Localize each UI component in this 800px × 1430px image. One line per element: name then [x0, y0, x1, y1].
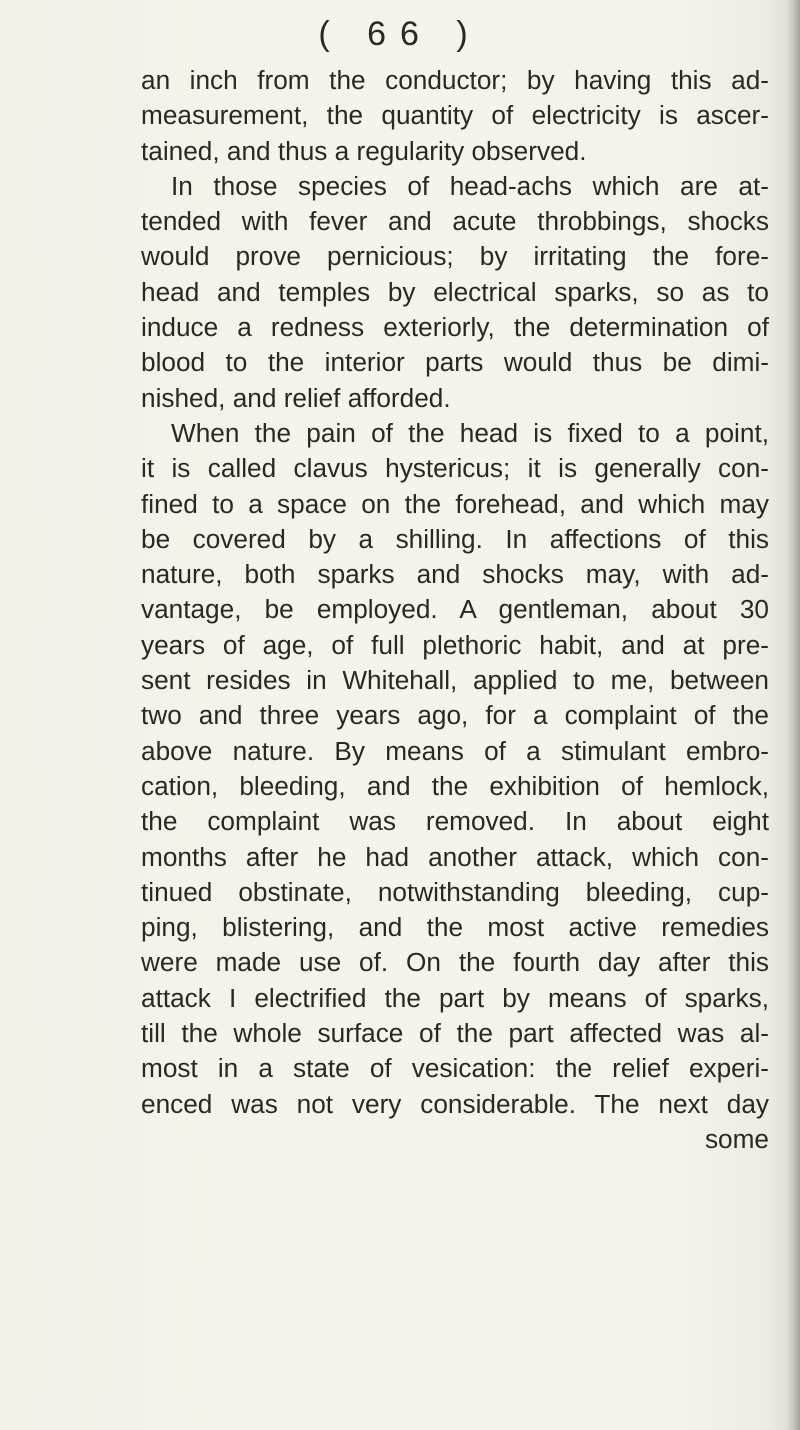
text-line: fined to a space on the forehead, and which may — [141, 488, 769, 519]
catchword: some — [704, 1123, 769, 1154]
text-line: measurement, the quantity of electricity is ascer- — [141, 100, 769, 131]
text-line: cation, bleeding, and the exhibition of hemlock, — [141, 770, 769, 801]
page-number: ( 66 ) — [318, 15, 482, 53]
body-text — [141, 63, 769, 1157]
text-line: years of age, of full plethoric habit, and at pre- — [141, 629, 769, 660]
text-line: an inch from the conductor; by having this ad- — [141, 65, 769, 95]
text-line: tended with fever and acute throbbings, shocks — [141, 206, 769, 237]
text-line: tained, and thus a regularity observed. — [141, 135, 587, 166]
text-line: would prove pernicious; by irritating the fore- — [141, 241, 769, 272]
page-edge-shadow — [786, 0, 800, 1430]
text-line: above nature. By means of a stimulant embro- — [141, 735, 769, 766]
text-line: ping, blistering, and the most active remedies — [141, 912, 769, 943]
text-line: sent resides in Whitehall, applied to me, between — [141, 665, 769, 696]
text-line: In those species of head-achs which are at- — [171, 170, 769, 201]
text-line: were made use of. On the fourth day after this — [141, 947, 769, 978]
text-line: vantage, be employed. A gentleman, about 30 — [141, 594, 769, 625]
text-line: blood to the interior parts would thus be dimi- — [141, 347, 769, 378]
text-line: tinued obstinate, notwithstanding bleeding, cup- — [141, 876, 769, 907]
text-line: nished, and relief afforded. — [141, 382, 451, 413]
text-line: enced was not very considerable. The next day — [141, 1088, 769, 1119]
text-line: months after he had another attack, which con- — [141, 841, 769, 872]
text-line: till the whole surface of the part affected was al- — [141, 1018, 769, 1049]
text-line: the complaint was removed. In about eight — [141, 806, 769, 837]
text-line: it is called clavus hystericus; it is generally con- — [141, 453, 769, 484]
text-line: head and temples by electrical sparks, so as to — [141, 276, 769, 307]
text-line: be covered by a shilling. In affections of this — [141, 523, 769, 554]
text-line: nature, both sparks and shocks may, with ad- — [141, 559, 769, 590]
text-line: attack I electrified the part by means of sparks, — [141, 982, 769, 1013]
text-line: induce a redness exteriorly, the determination of — [141, 312, 769, 343]
text-line: two and three years ago, for a complaint of the — [141, 700, 769, 731]
text-line: When the pain of the head is fixed to a point, — [171, 417, 769, 448]
text-line: most in a state of vesication: the relief experi- — [141, 1053, 769, 1084]
